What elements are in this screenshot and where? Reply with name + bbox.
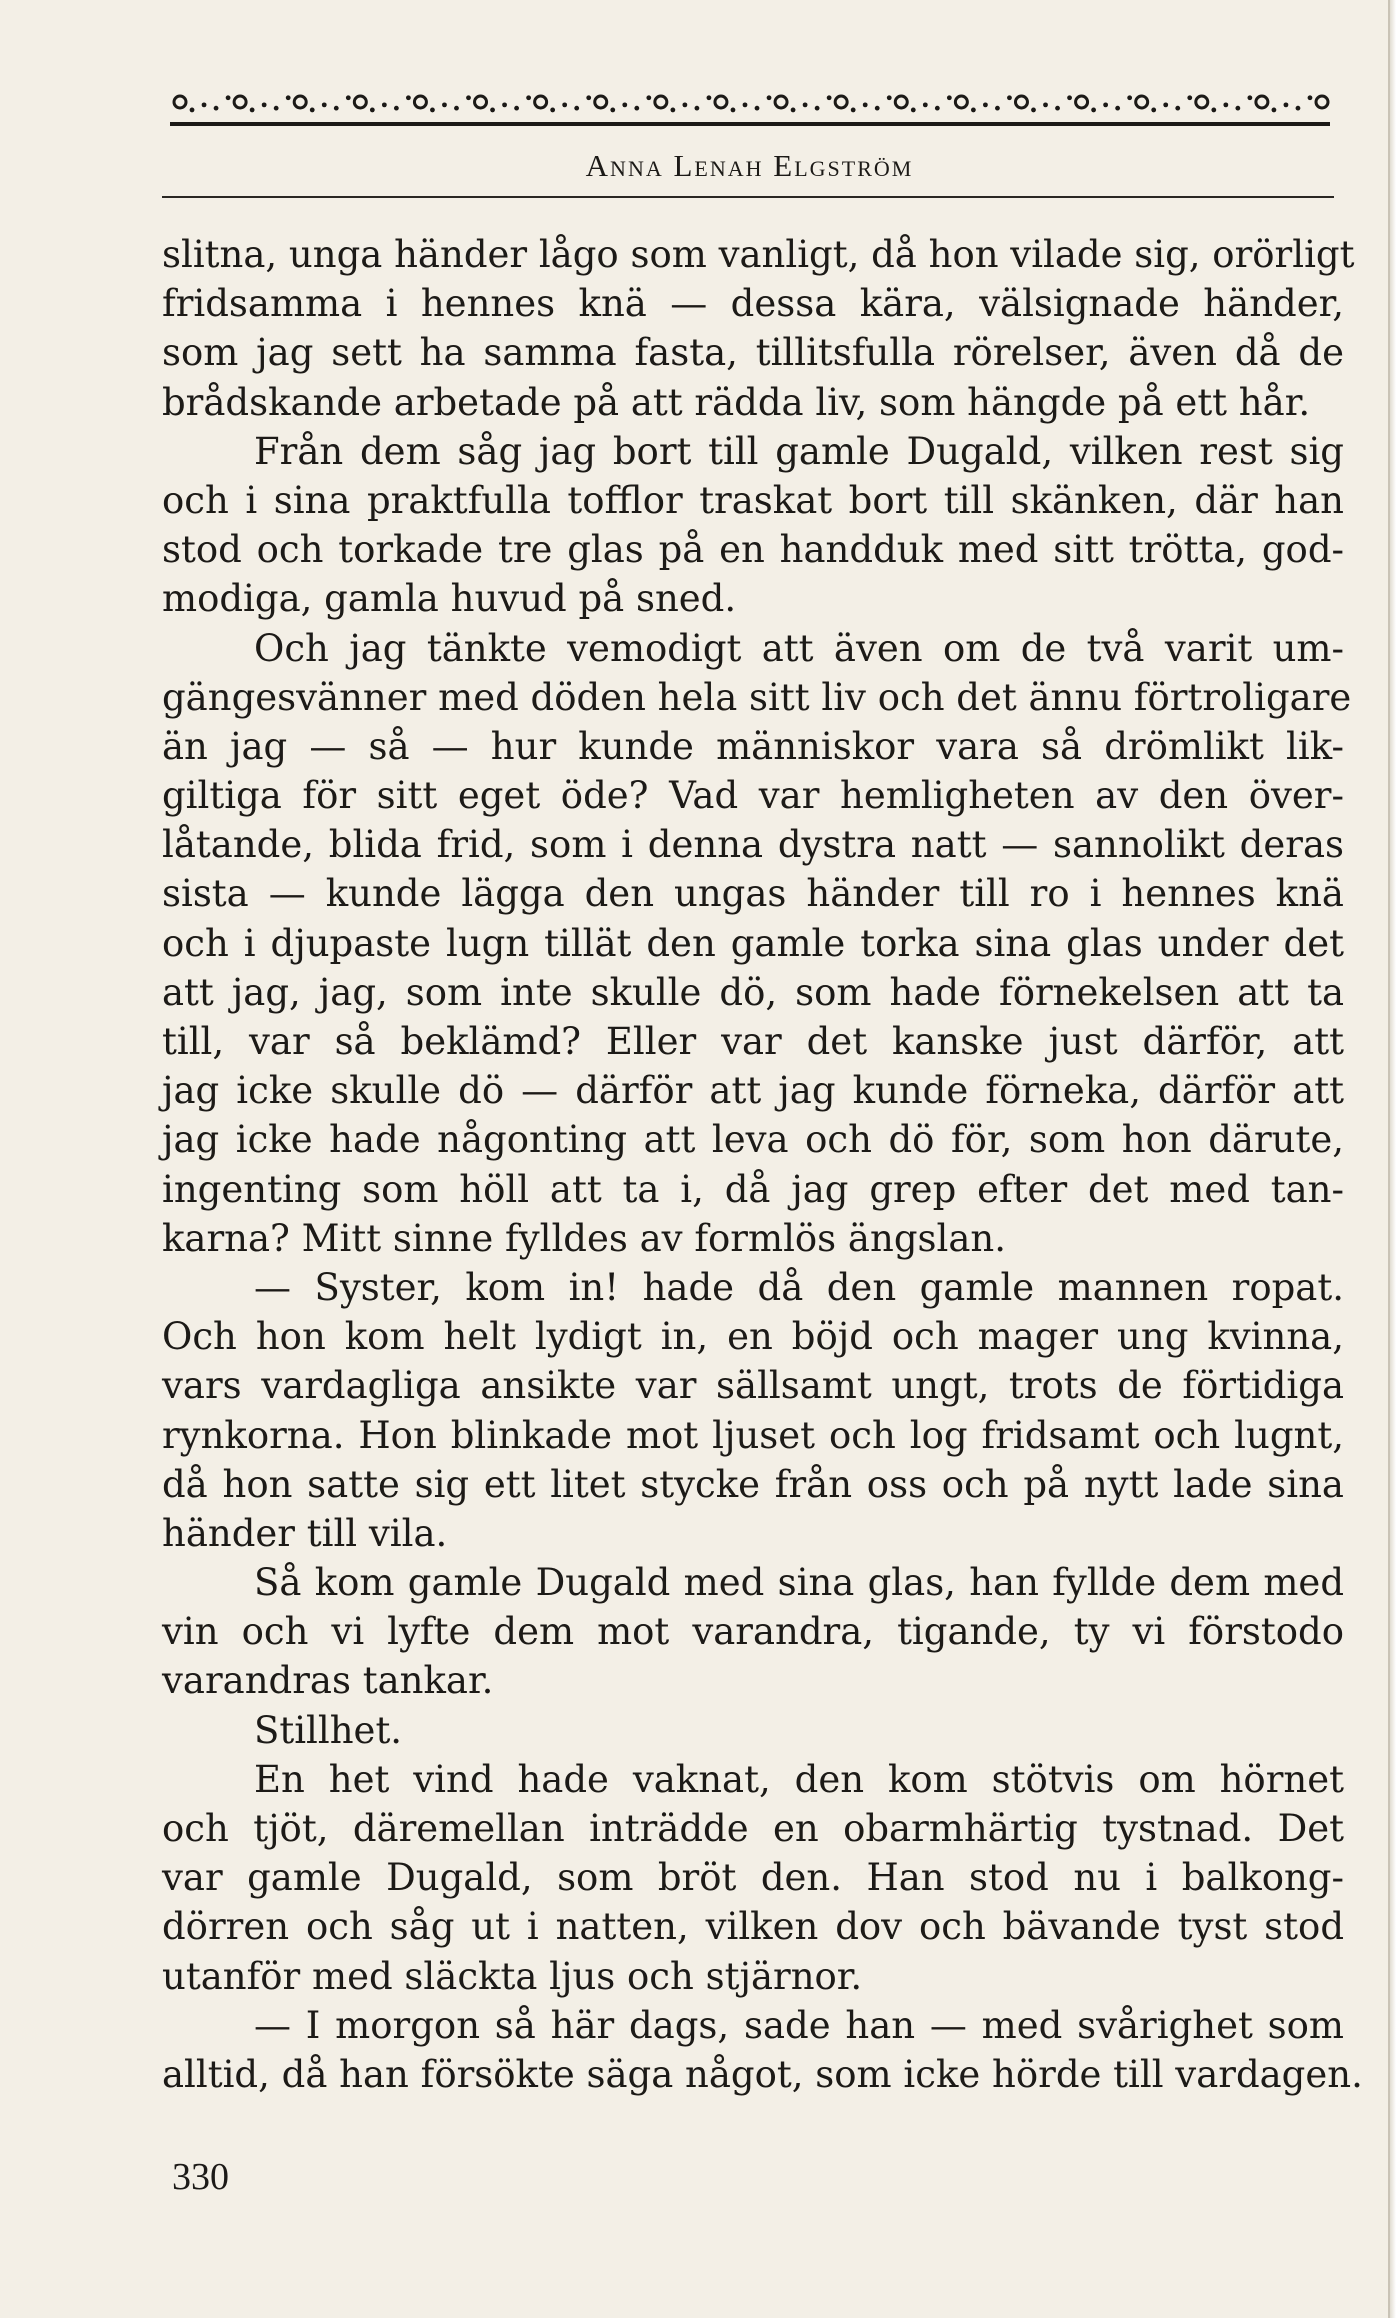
text-line: jag icke skulle dö — därför att jag kunde förneka, därför att [162, 1069, 1344, 1113]
ornament-dot [1163, 102, 1168, 107]
ornament-dot [755, 106, 760, 111]
ornament-dot [1055, 106, 1060, 111]
ornament-ring [1316, 96, 1328, 108]
text-line: låtande, blida frid, som i denna dystra natt — sannolikt deras [162, 823, 1344, 867]
text-line: Och hon kom helt lydigt in, en böjd och mager ung kvinna, [162, 1315, 1344, 1359]
text-line: karna? Mitt sinne fylldes av formlös ängslan. [162, 1216, 1006, 1260]
text-line: dörren och såg ut i natten, vilken dov och bävande tyst stod [162, 1905, 1344, 1949]
text-line: slitna, unga händer lågo som vanligt, då hon vilade sig, orörligt [162, 233, 1355, 276]
ornament-ring [955, 96, 967, 108]
ornament-dot [827, 95, 832, 100]
ornament-ring [715, 96, 727, 108]
ornament-dot [190, 108, 195, 113]
ornament-dot [1103, 102, 1108, 107]
ornament-dot [202, 102, 207, 107]
ornament-dot [370, 108, 375, 113]
ornament-dot [1235, 106, 1240, 111]
header-rule [162, 196, 1334, 198]
text-line: och i djupaste lugn tillät den gamle torka sina glas under det [162, 921, 1344, 965]
ornament-dot [851, 108, 856, 113]
ornament-dot [430, 108, 435, 113]
text-line: som jag sett ha samma fasta, tillitsfulla rörelser, även då de [162, 331, 1344, 375]
ornament-ring [1076, 96, 1088, 108]
ornament-dot [502, 102, 507, 107]
ornament-dot [1296, 106, 1301, 111]
ornament-dot [682, 102, 687, 107]
ornament-dot [971, 108, 976, 113]
ornament-ring [234, 96, 246, 108]
ornament-dot [394, 106, 399, 111]
running-head: Anna Lenah Elgström [585, 148, 914, 183]
text-line: då hon satte sig ett litet stycke från oss och på nytt lade sina [162, 1462, 1344, 1506]
ornament-dot [586, 95, 591, 100]
text-line: Från dem såg jag bort till gamle Dugald, vilken rest sig [254, 429, 1344, 473]
ornament-dot [610, 108, 615, 113]
ornament-ring [535, 96, 547, 108]
text-line: fridsamma i hennes knä — dessa kära, välsignade händer, [162, 282, 1344, 326]
ornament-dot [322, 102, 327, 107]
text-line: — Syster, kom in! hade då den gamle mannen ropat. [254, 1265, 1344, 1309]
ornament-dot [1223, 102, 1228, 107]
ornament-ring [775, 96, 787, 108]
text-line: Och jag tänkte vemodigt att även om de två varit um- [254, 626, 1344, 670]
ornament-dot [923, 102, 928, 107]
ornament-dot [1175, 106, 1180, 111]
text-line: brådskande arbetade på att rädda liv, som hängde på ett hår. [162, 380, 1311, 424]
ornament-dot [1187, 95, 1192, 100]
ornament-dot [887, 95, 892, 100]
ornament-dot [1151, 108, 1156, 113]
text-line: jag icke hade någonting att leva och dö för, som hon därute, [162, 1118, 1344, 1162]
text-line: Så kom gamle Dugald med sina glas, han fyllde dem med [254, 1561, 1344, 1605]
ornament-dot [731, 108, 736, 113]
ornament-dot [911, 108, 916, 113]
ornament-dot [791, 108, 796, 113]
ornament-dot [646, 95, 651, 100]
ornament-dot [743, 102, 748, 107]
ornament-ring [895, 96, 907, 108]
ornament-dot [382, 102, 387, 107]
text-line: händer till vila. [162, 1511, 448, 1555]
ornament-dot [1247, 95, 1252, 100]
ornament-dot [214, 106, 219, 111]
ornament-dot [466, 95, 471, 100]
ornament-dot [550, 108, 555, 113]
ornament-dot [454, 106, 459, 111]
ornament-dot [514, 106, 519, 111]
text-line: — I morgon så här dags, sade han — med svårighet som [254, 2003, 1344, 2047]
text-line: En het vind hade vaknat, den kom stötvis om hörnet [254, 1757, 1344, 1801]
ornament-dot [562, 102, 567, 107]
ornament-dot [695, 106, 700, 111]
ornament-ring [294, 96, 306, 108]
ornament-dot [1007, 95, 1012, 100]
ornament-dot [803, 102, 808, 107]
ornament-ring [1256, 96, 1268, 108]
text-line: än jag — så — hur kunde människor vara så drömlikt lik- [162, 724, 1344, 768]
text-line: och i sina praktfulla tofflor traskat bort till skänken, där han [162, 478, 1344, 522]
ornament-dot [1043, 102, 1048, 107]
text-line: var gamle Dugald, som bröt den. Han stod nu i balkong- [162, 1856, 1344, 1900]
ornament-dot [442, 102, 447, 107]
text-line: giltiga för sitt eget öde? Vad var hemligheten av den över- [162, 774, 1344, 818]
text-line: och tjöt, däremellan inträdde en obarmhärtig tystnad. Det [162, 1807, 1344, 1850]
text-line: vars vardagliga ansikte var sällsamt ungt, trots de förtidiga [162, 1364, 1344, 1408]
ornament-dot [1115, 106, 1120, 111]
text-line: till, var så beklämd? Eller var det kanske just därför, att [162, 1020, 1344, 1063]
ornament-dot [346, 95, 351, 100]
text-line: modiga, gamla huvud på sned. [162, 577, 737, 621]
text-line: varandras tankar. [162, 1659, 494, 1703]
ornament-dot [1091, 108, 1096, 113]
text-line: ingenting som höll att ta i, då jag grep efter det med tan- [162, 1167, 1344, 1211]
ornament-dot [707, 95, 712, 100]
ornament-dot [622, 102, 627, 107]
ornament-ring [595, 96, 607, 108]
ornament-dot [574, 106, 579, 111]
ornament-dot [310, 108, 315, 113]
ornament-dot [1308, 95, 1313, 100]
ornament-dot [334, 106, 339, 111]
ornament-dot [983, 102, 988, 107]
ornament-dot [1067, 95, 1072, 100]
text-line: utanför med släckta ljus och stjärnor. [162, 1954, 863, 1998]
ornament-ring [1015, 96, 1027, 108]
ornament-dot [634, 106, 639, 111]
ornament-ring [1196, 96, 1208, 108]
ornament-ring [835, 96, 847, 108]
ornament-dot [226, 95, 231, 100]
ornamental-border [162, 72, 1337, 142]
ornament-dot [1127, 95, 1132, 100]
ornament-dot [1284, 102, 1289, 107]
ornament-dot [1211, 108, 1216, 113]
ornament-ring [174, 96, 186, 108]
ornament-dot [406, 95, 411, 100]
text-line: att jag, jag, som inte skulle dö, som hade förnekelsen att ta [162, 970, 1344, 1014]
text-line: sista — kunde lägga den ungas händer till ro i hennes knä [162, 872, 1344, 916]
ornament-dot [995, 106, 1000, 111]
ornament-ring [1136, 96, 1148, 108]
ornament-dot [875, 106, 880, 111]
ornament-dot [526, 95, 531, 100]
text-line: rynkorna. Hon blinkade mot ljuset och log fridsamt och lugnt, [162, 1413, 1344, 1457]
ornament-ring [354, 96, 366, 108]
ornament-dot [670, 108, 675, 113]
ornament-ring [414, 96, 426, 108]
ornament-ring [655, 96, 667, 108]
text-line: Stillhet. [254, 1708, 403, 1752]
ornament-ring [475, 96, 487, 108]
text-line: stod och torkade tre glas på en handduk med sitt trötta, god- [162, 528, 1344, 572]
page-edge [1388, 0, 1400, 2318]
ornament-dot [815, 106, 820, 111]
ornament-dot [286, 95, 291, 100]
ornament-dot [262, 102, 267, 107]
text-line: gängesvänner med döden hela sitt liv och det ännu förtroligare [162, 675, 1352, 719]
body-text [162, 230, 1363, 2099]
text-line: vin och vi lyfte dem mot varandra, tigande, ty vi förstodo [162, 1610, 1344, 1654]
ornament-dot [274, 106, 279, 111]
ornament-dot [863, 102, 868, 107]
ornament-dot [1272, 108, 1277, 113]
ornament-dot [250, 108, 255, 113]
ornament-dot [490, 108, 495, 113]
text-line: alltid, då han försökte säga något, som icke hörde till vardagen. [162, 2052, 1363, 2096]
ornament-dot [935, 106, 940, 111]
ornament-dot [767, 95, 772, 100]
ornament-dot [947, 95, 952, 100]
ornament-dot [1031, 108, 1036, 113]
page-number: 330 [172, 2156, 229, 2198]
